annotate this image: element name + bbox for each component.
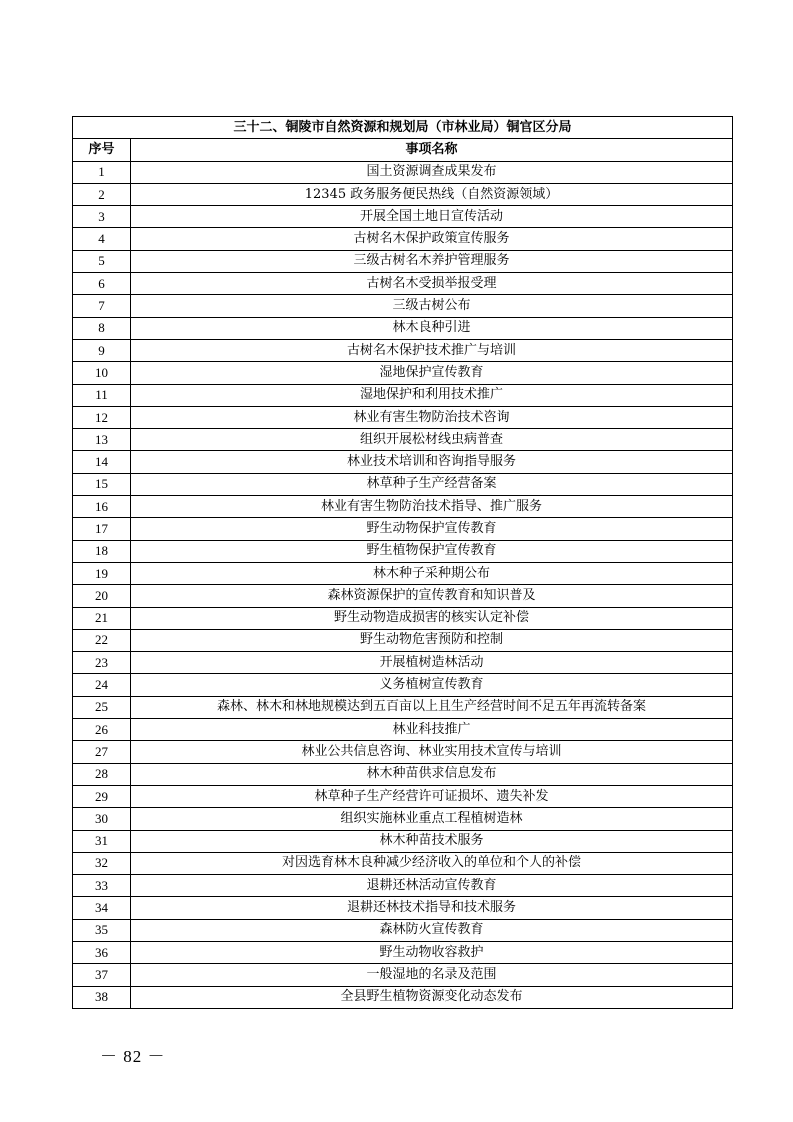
row-number: 35	[73, 919, 131, 941]
table-row	[73, 362, 733, 384]
table-row	[73, 919, 733, 941]
table-row	[73, 607, 733, 629]
row-number: 38	[73, 986, 131, 1008]
table-row	[73, 183, 733, 205]
table-row	[73, 562, 733, 584]
row-item-name: 林业技术培训和咨询指导服务	[131, 451, 733, 473]
row-number: 27	[73, 741, 131, 763]
row-number: 20	[73, 585, 131, 607]
row-number: 17	[73, 518, 131, 540]
row-number: 21	[73, 607, 131, 629]
row-item-name: 林业科技推广	[131, 719, 733, 741]
table-row	[73, 228, 733, 250]
table-row	[73, 830, 733, 852]
table-row	[73, 540, 733, 562]
table-row	[73, 317, 733, 339]
table-row	[73, 406, 733, 428]
table-row	[73, 273, 733, 295]
row-number: 29	[73, 785, 131, 807]
row-number: 4	[73, 228, 131, 250]
table-row	[73, 473, 733, 495]
table-row	[73, 852, 733, 874]
row-item-name: 退耕还林技术指导和技术服务	[131, 897, 733, 919]
row-item-name: 三级古树公布	[131, 295, 733, 317]
row-item-name: 林业公共信息咨询、林业实用技术宣传与培训	[131, 741, 733, 763]
page-number: － 82 －	[100, 1047, 166, 1066]
row-number: 7	[73, 295, 131, 317]
row-item-name: 开展全国土地日宣传活动	[131, 206, 733, 228]
table-row	[73, 808, 733, 830]
row-number: 28	[73, 763, 131, 785]
row-item-name: 森林、林木和林地规模达到五百亩以上且生产经营时间不足五年再流转备案	[131, 696, 733, 718]
row-number: 3	[73, 206, 131, 228]
row-item-name: 开展植树造林活动	[131, 652, 733, 674]
row-number: 13	[73, 429, 131, 451]
row-item-name: 野生动物造成损害的核实认定补偿	[131, 607, 733, 629]
table-row	[73, 785, 733, 807]
row-number: 26	[73, 719, 131, 741]
table-row	[73, 161, 733, 183]
row-number: 10	[73, 362, 131, 384]
table-row	[73, 295, 733, 317]
row-item-name: 野生植物保护宣传教育	[131, 540, 733, 562]
service-items-table	[72, 116, 733, 1009]
row-number: 1	[73, 161, 131, 183]
row-number: 6	[73, 273, 131, 295]
table-row	[73, 339, 733, 361]
row-item-name: 古树名木保护技术推广与培训	[131, 339, 733, 361]
row-item-name: 湿地保护和利用技术推广	[131, 384, 733, 406]
row-item-name: 对因选育林木良种减少经济收入的单位和个人的补偿	[131, 852, 733, 874]
row-number: 24	[73, 674, 131, 696]
row-number: 23	[73, 652, 131, 674]
row-number: 34	[73, 897, 131, 919]
row-item-name: 湿地保护宣传教育	[131, 362, 733, 384]
table-row	[73, 250, 733, 272]
row-number: 12	[73, 406, 131, 428]
row-number: 9	[73, 339, 131, 361]
table-row	[73, 384, 733, 406]
row-number: 30	[73, 808, 131, 830]
column-header-number: 序号	[73, 139, 131, 161]
row-number: 31	[73, 830, 131, 852]
row-item-name: 森林资源保护的宣传教育和知识普及	[131, 585, 733, 607]
table-row	[73, 763, 733, 785]
row-item-name: 野生动物收容救护	[131, 941, 733, 963]
row-item-name: 古树名木保护政策宣传服务	[131, 228, 733, 250]
table-row	[73, 451, 733, 473]
row-number: 15	[73, 473, 131, 495]
row-item-name: 三级古树名木养护管理服务	[131, 250, 733, 272]
row-item-name: 古树名木受损举报受理	[131, 273, 733, 295]
row-item-name: 组织实施林业重点工程植树造林	[131, 808, 733, 830]
row-number: 25	[73, 696, 131, 718]
table-row	[73, 875, 733, 897]
table-row	[73, 652, 733, 674]
row-item-name: 林草种子生产经营许可证损坏、遗失补发	[131, 785, 733, 807]
table-title-row	[73, 117, 733, 139]
row-item-name: 林木种苗技术服务	[131, 830, 733, 852]
row-item-name: 森林防火宣传教育	[131, 919, 733, 941]
row-number: 36	[73, 941, 131, 963]
row-number: 8	[73, 317, 131, 339]
table-row	[73, 941, 733, 963]
row-number: 18	[73, 540, 131, 562]
table-row	[73, 964, 733, 986]
row-number: 32	[73, 852, 131, 874]
table-row	[73, 585, 733, 607]
table-header-row	[73, 139, 733, 161]
row-item-name: 林业有害生物防治技术咨询	[131, 406, 733, 428]
row-item-name: 林木种苗供求信息发布	[131, 763, 733, 785]
row-item-name: 义务植树宣传教育	[131, 674, 733, 696]
row-number: 2	[73, 183, 131, 205]
row-item-name: 全县野生植物资源变化动态发布	[131, 986, 733, 1008]
table-row	[73, 496, 733, 518]
table-row	[73, 629, 733, 651]
row-number: 22	[73, 629, 131, 651]
row-number: 11	[73, 384, 131, 406]
table-row	[73, 674, 733, 696]
table-row	[73, 741, 733, 763]
row-item-name: 林草种子生产经营备案	[131, 473, 733, 495]
row-number: 37	[73, 964, 131, 986]
row-item-name: 国土资源调查成果发布	[131, 161, 733, 183]
table-row	[73, 986, 733, 1008]
row-number: 5	[73, 250, 131, 272]
row-number: 19	[73, 562, 131, 584]
row-item-name: 野生动物保护宣传教育	[131, 518, 733, 540]
table-row	[73, 206, 733, 228]
row-item-name: 林木良种引进	[131, 317, 733, 339]
row-item-name: 林木种子采种期公布	[131, 562, 733, 584]
row-number: 33	[73, 875, 131, 897]
table-row	[73, 429, 733, 451]
table-title: 三十二、铜陵市自然资源和规划局（市林业局）铜官区分局	[73, 117, 733, 139]
row-number: 16	[73, 496, 131, 518]
row-item-name: 野生动物危害预防和控制	[131, 629, 733, 651]
row-number: 14	[73, 451, 131, 473]
row-item-name: 12345 政务服务便民热线（自然资源领域）	[131, 183, 733, 205]
column-header-name: 事项名称	[131, 139, 733, 161]
row-item-name: 退耕还林活动宣传教育	[131, 875, 733, 897]
table-row	[73, 719, 733, 741]
table-row	[73, 897, 733, 919]
row-item-name: 一般湿地的名录及范围	[131, 964, 733, 986]
table-body	[73, 161, 733, 1008]
row-item-name: 林业有害生物防治技术指导、推广服务	[131, 496, 733, 518]
row-item-name: 组织开展松材线虫病普查	[131, 429, 733, 451]
table-row	[73, 518, 733, 540]
table-row	[73, 696, 733, 718]
